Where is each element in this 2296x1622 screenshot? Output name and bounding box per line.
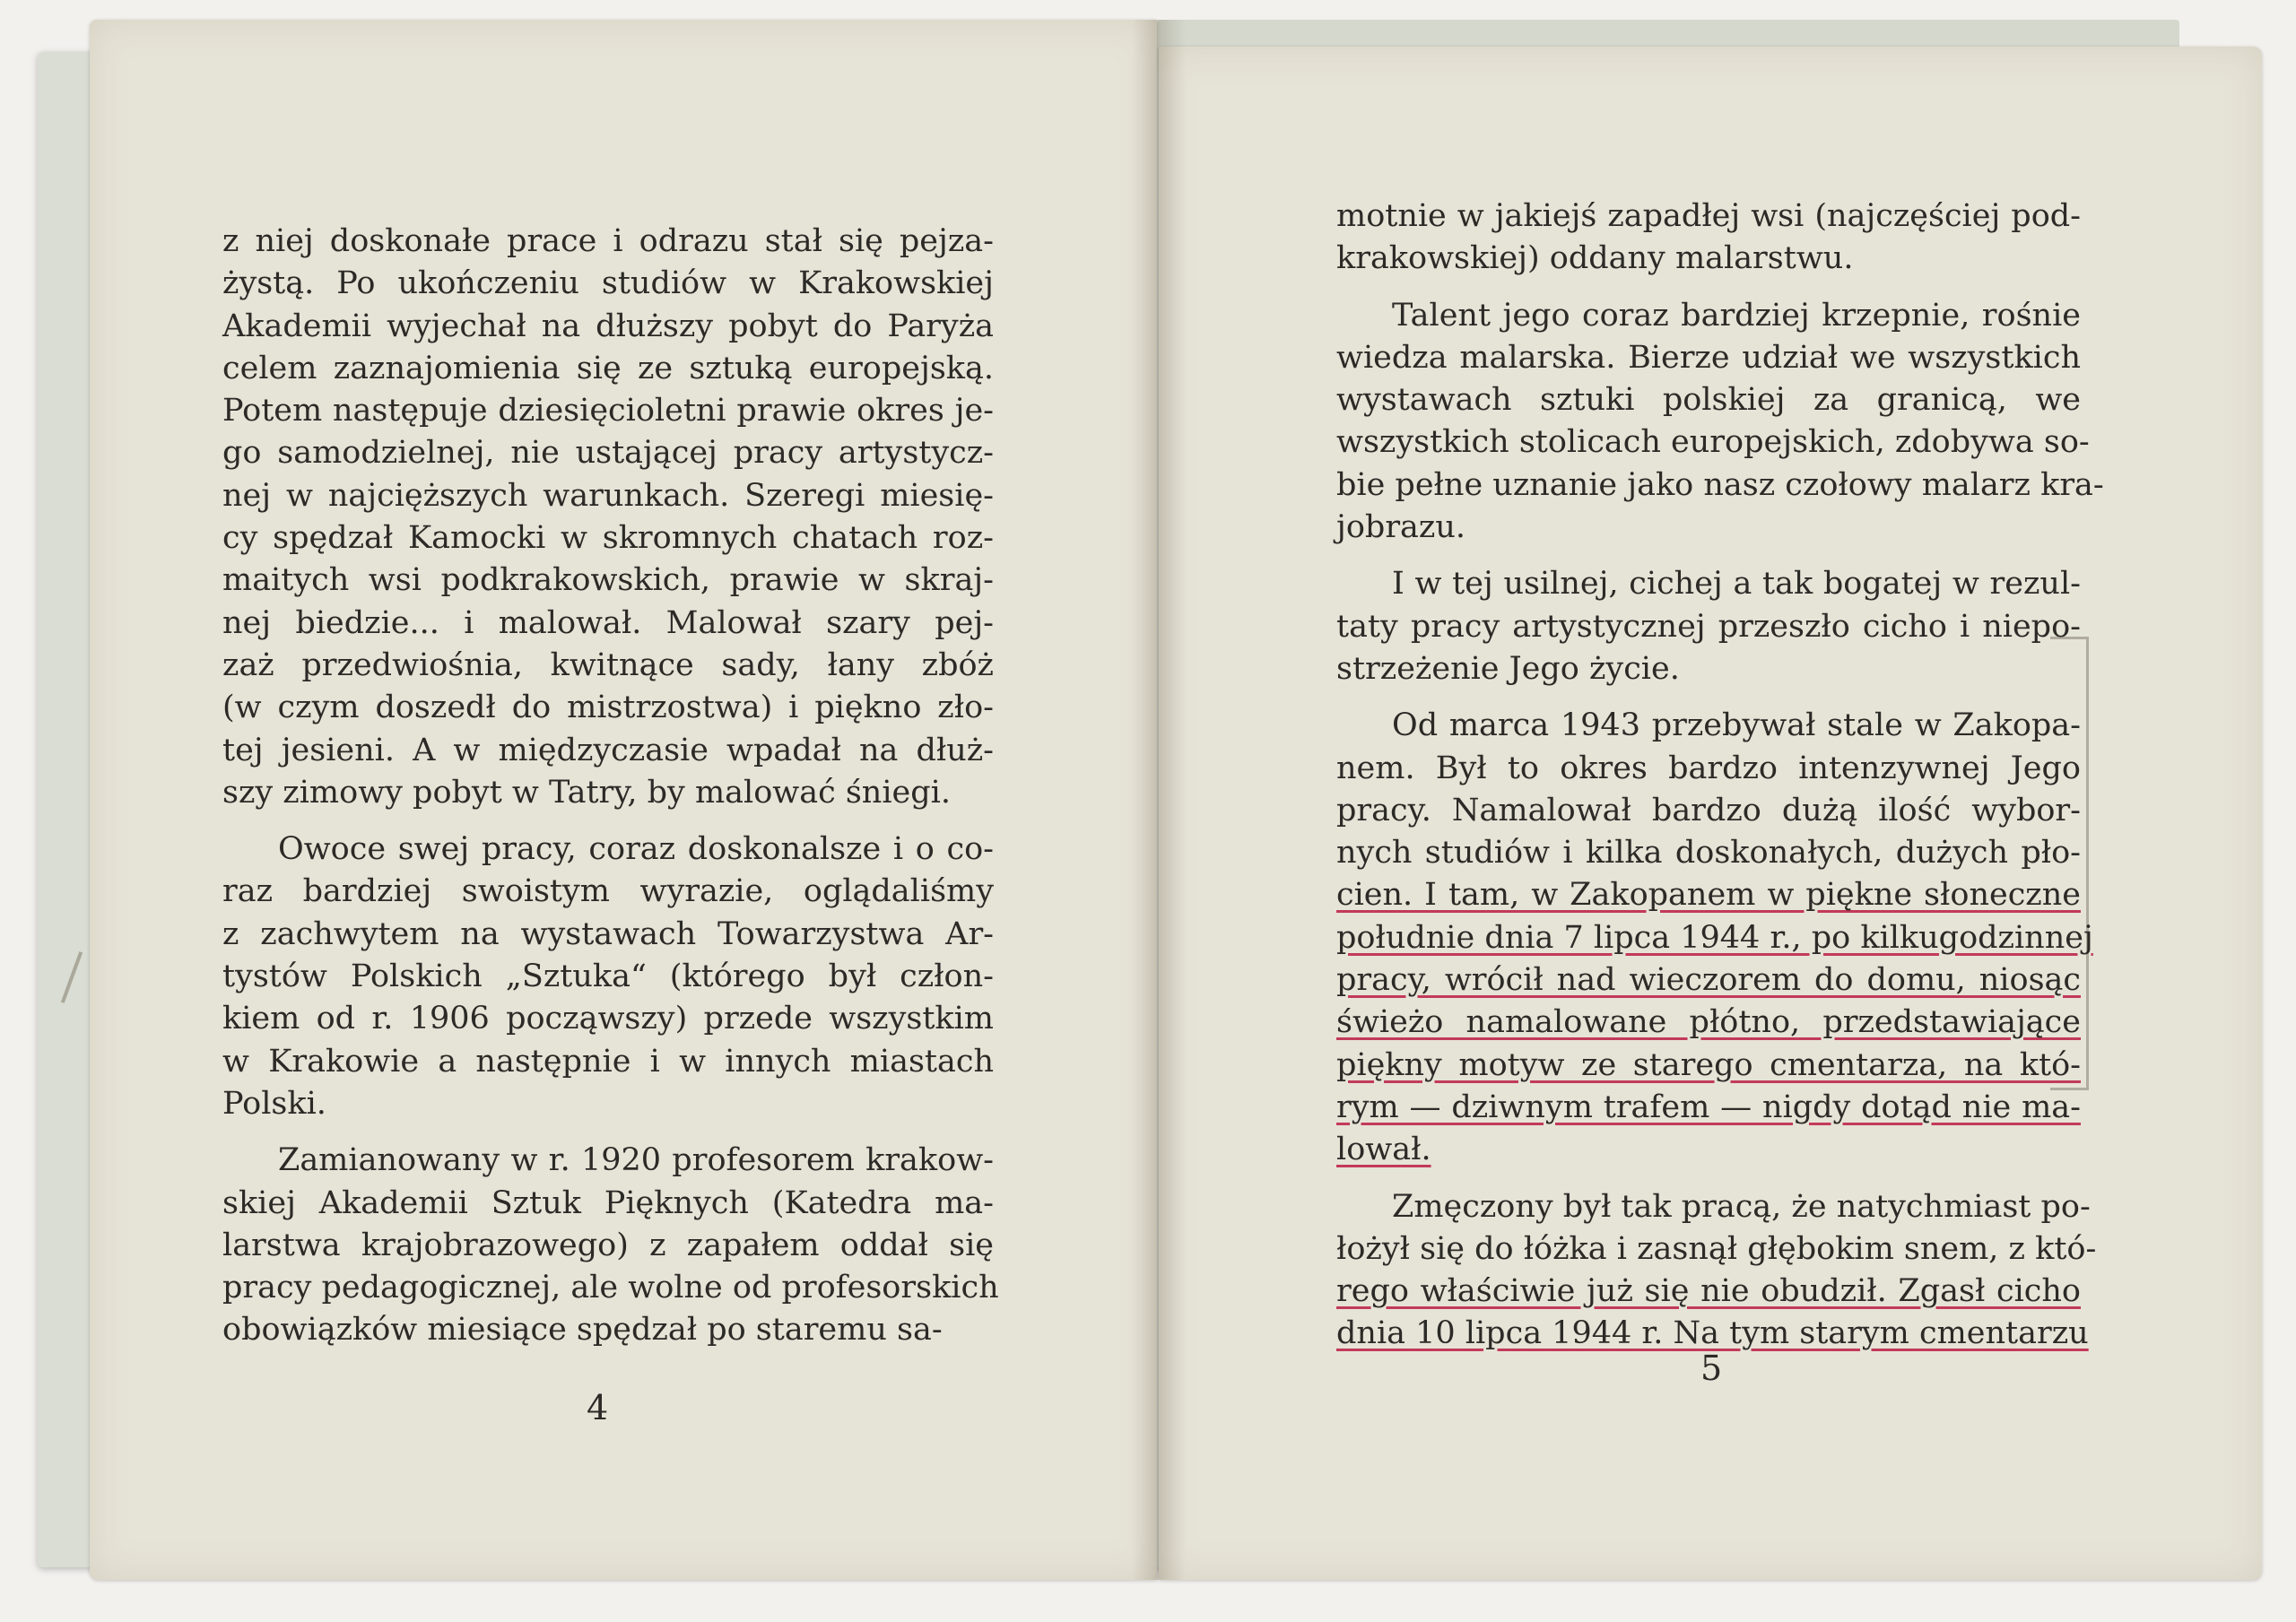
text-line: pracy, wrócił nad wieczorem do domu, niosąc — [1336, 962, 2081, 999]
page-number-left: 4 — [587, 1388, 609, 1427]
right-page-text — [1336, 195, 2104, 1370]
text-line: z niej doskonałe prace i odrazu stał się pejza- — [222, 223, 994, 259]
page-number-right: 5 — [1700, 1349, 1723, 1388]
left-page-text — [222, 221, 999, 1366]
text-line: cien. I tam, w Zakopanem w piękne słoneczne — [1336, 877, 2081, 914]
text-line: zaż przedwiośnia, kwitnące sady, łany zbóż — [222, 646, 994, 683]
text-line: celem zaznajomienia się ze sztuką europejską. — [222, 350, 994, 386]
text-line: tystów Polskich „Sztuka“ (którego był człon- — [222, 958, 994, 995]
text-line: pracy pedagogicznej, ale wolne od profesorskich — [222, 1270, 999, 1306]
text-line: maitych wsi podkrakowskich, prawie w skraj- — [222, 562, 994, 599]
text-line: go samodzielnej, nie ustającej pracy artystycz- — [222, 435, 994, 472]
text-line: z zachwytem na wystawach Towarzystwa Ar- — [222, 915, 994, 952]
text-line: rego właściwie już się nie obudził. Zgasł cicho — [1336, 1273, 2081, 1310]
text-line: jobrazu. — [1336, 509, 1466, 546]
text-line: skiej Akademii Sztuk Pięknych (Katedra ma- — [222, 1184, 994, 1221]
text-line: żystą. Po ukończeniu studiów w Krakowskiej — [222, 265, 994, 302]
text-line: cy spędzał Kamocki w skromnych chatach roz- — [222, 520, 994, 557]
text-line: rym — dziwnym trafem — nigdy dotąd nie ma- — [1336, 1089, 2081, 1125]
paragraph — [222, 221, 994, 814]
text-line: pracy. Namalował bardzo dużą ilość wybor- — [1336, 792, 2081, 828]
text-line: taty pracy artystycznej przeszło cicho i niepo- — [1336, 608, 2081, 645]
text-line: piękny motyw ze starego cmentarza, na któ- — [1336, 1046, 2081, 1083]
text-line: motnie w jakiejś zapadłej wsi (najczęściej pod- — [1336, 198, 2081, 234]
paragraph — [222, 1140, 999, 1351]
paragraph — [222, 828, 994, 1125]
text-line: tej jesieni. A w międzyczasie wpadał na dłuż- — [222, 732, 994, 768]
text-line: Owoce swej pracy, coraz doskonalsze i o co- — [278, 831, 994, 868]
text-line: Potem następuje dziesięcioletni prawie okres je- — [222, 393, 994, 429]
paragraph — [1336, 195, 2081, 281]
book-gutter — [1132, 20, 1186, 1580]
paragraph — [1336, 1186, 2097, 1356]
text-line: Akademii wyjechał na dłuższy pobyt do Paryża — [222, 308, 994, 344]
text-line: południe dnia 7 lipca 1944 r., po kilkugodzinnej — [1336, 919, 2093, 956]
text-line: wszystkich stolicach europejskich, zdobywa so- — [1336, 424, 2090, 461]
text-line: dnia 10 lipca 1944 r. Na tym starym cmentarzu — [1336, 1315, 2089, 1352]
text-line: nych studiów i kilka doskonałych, dużych pło- — [1336, 835, 2081, 872]
text-line: larstwa krajobrazowego) z zapałem oddał się — [222, 1227, 994, 1263]
text-line: świeżo namalowane płótno, przedstawiające — [1336, 1004, 2081, 1041]
text-line: obowiązków miesiące spędzał po staremu sa- — [222, 1312, 943, 1349]
paragraph — [1336, 295, 2104, 550]
text-line: (w czym doszedł do mistrzostwa) i piękno zło- — [222, 690, 994, 726]
text-line: kiem od r. 1906 począwszy) przede wszystkim — [222, 1001, 994, 1037]
text-line: nej biedzie... i malował. Malował szary pej- — [222, 604, 994, 641]
text-line: wiedza malarska. Bierze udział we wszystkich — [1336, 339, 2081, 376]
text-line: Polski. — [222, 1085, 326, 1122]
text-line: łożył się do łóżka i zasnął głębokim snem, z któ- — [1336, 1230, 2097, 1267]
text-line: strzeżenie Jego życie. — [1336, 650, 1680, 687]
text-line: krakowskiej) oddany malarstwu. — [1336, 240, 1854, 277]
text-line: I w tej usilnej, cichej a tak bogatej w rezul- — [1392, 566, 2081, 603]
text-line: szy zimowy pobyt w Tatry, by malować śniegi. — [222, 774, 951, 811]
text-line: lował. — [1336, 1132, 1431, 1168]
text-line: Zmęczony był tak pracą, że natychmiast po- — [1392, 1188, 2091, 1225]
text-line: w Krakowie a następnie i w innych miastach — [222, 1043, 994, 1080]
text-line: Od marca 1943 przebywał stale w Zakopa- — [1392, 707, 2081, 744]
text-line: Talent jego coraz bardziej krzepnie, rośnie — [1392, 297, 2081, 334]
text-line: nej w najcięższych warunkach. Szeregi miesię- — [222, 477, 994, 514]
text-line: Zamianowany w r. 1920 profesorem krakow- — [278, 1142, 994, 1179]
paragraph — [1336, 563, 2081, 690]
text-line: nem. Był to okres bardzo intenzywnej Jego — [1336, 750, 2081, 786]
text-line: wystawach sztuki polskiej za granicą, we — [1336, 382, 2081, 419]
text-line: bie pełne uznanie jako nasz czołowy malarz kra- — [1336, 466, 2104, 503]
paragraph — [1336, 705, 2093, 1171]
text-line: raz bardziej swoistym wyrazie, oglądaliśmy — [222, 873, 994, 910]
